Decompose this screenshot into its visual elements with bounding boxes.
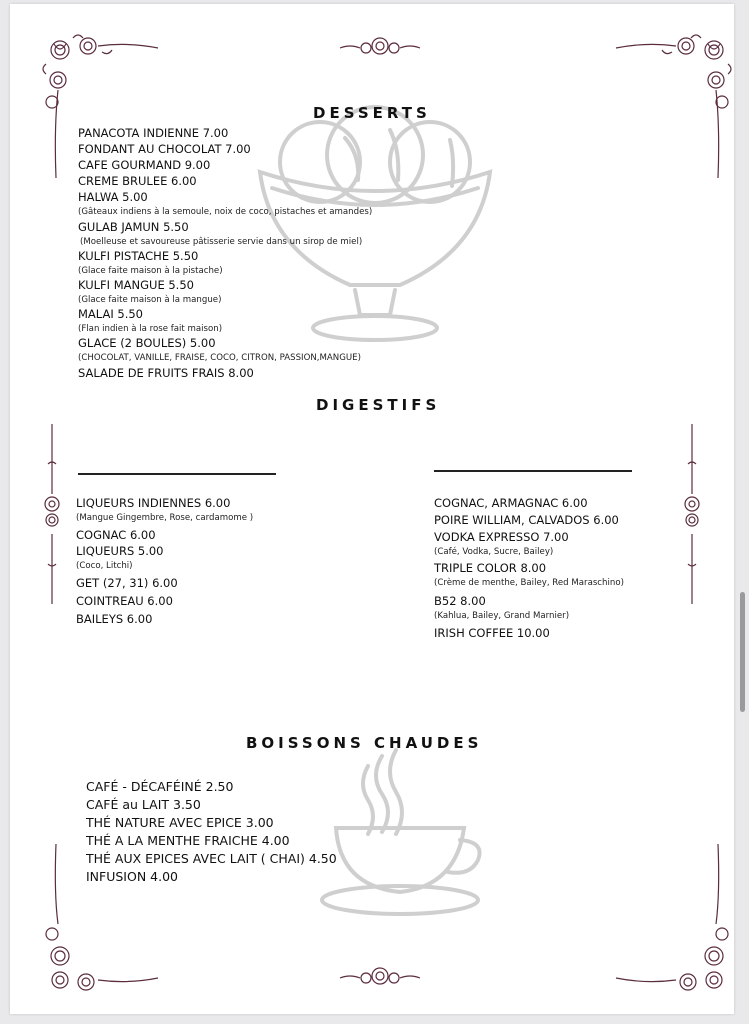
list-item: THÉ NATURE AVEC EPICE 3.00: [86, 815, 274, 830]
list-item: B52 8.00: [434, 594, 486, 608]
list-item: IRISH COFFEE 10.00: [434, 626, 550, 640]
rose-ornament-icon: [40, 424, 64, 604]
item-note: (Gâteaux indiens à la semoule, noix de coco, pistaches et amandes): [78, 207, 373, 217]
scrollbar[interactable]: [740, 592, 745, 712]
coffee-cup-icon: [300, 746, 490, 922]
list-item: POIRE WILLIAM, CALVADOS 6.00: [434, 513, 619, 527]
divider-right: [434, 470, 632, 472]
list-item: BAILEYS 6.00: [76, 612, 153, 626]
list-item: LIQUEURS 5.00: [76, 544, 164, 558]
list-item: COINTREAU 6.00: [76, 594, 173, 608]
list-item: INFUSION 4.00: [86, 869, 178, 884]
item-note: (Crème de menthe, Bailey, Red Maraschino): [434, 578, 624, 588]
list-item: HALWA 5.00: [78, 190, 148, 204]
list-item: FONDANT AU CHOCOLAT 7.00: [78, 142, 251, 156]
list-item: GLACE (2 BOULES) 5.00: [78, 336, 216, 350]
item-note: (Coco, Litchi): [76, 561, 133, 571]
item-note: (CHOCOLAT, VANILLE, FRAISE, COCO, CITRON, PASSION,MANGUE): [78, 353, 361, 363]
divider-left: [78, 473, 276, 475]
ice-cream-bowl-icon: [240, 100, 510, 350]
list-item: VODKA EXPRESSO 7.00: [434, 530, 569, 544]
rose-ornament-icon: [680, 424, 704, 604]
list-item: GULAB JAMUN 5.50: [78, 220, 189, 234]
list-item: KULFI MANGUE 5.50: [78, 278, 194, 292]
list-item: PANACOTA INDIENNE 7.00: [78, 126, 229, 140]
list-item: TRIPLE COLOR 8.00: [434, 561, 547, 575]
list-item: CREME BRULEE 6.00: [78, 174, 197, 188]
list-item: MALAI 5.50: [78, 307, 143, 321]
list-item: KULFI PISTACHE 5.50: [78, 249, 199, 263]
list-item: CAFÉ - DÉCAFÉINÉ 2.50: [86, 779, 234, 794]
desserts-title: DESSERTS: [313, 104, 431, 122]
boissons-chaudes-title: BOISSONS CHAUDES: [246, 734, 483, 752]
list-item: THÉ AUX EPICES AVEC LAIT ( CHAI) 4.50: [86, 851, 337, 866]
menu-page: [10, 4, 734, 1014]
item-note: (Café, Vodka, Sucre, Bailey): [434, 547, 554, 557]
rose-ornament-icon: [606, 844, 736, 994]
list-item: LIQUEURS INDIENNES 6.00: [76, 496, 231, 510]
list-item: GET (27, 31) 6.00: [76, 576, 178, 590]
list-item: SALADE DE FRUITS FRAIS 8.00: [78, 366, 254, 380]
item-note: (Glace faite maison à la mangue): [78, 295, 222, 305]
list-item: CAFÉ au LAIT 3.50: [86, 797, 201, 812]
list-item: THÉ A LA MENTHE FRAICHE 4.00: [86, 833, 290, 848]
rose-ornament-icon: [340, 32, 420, 62]
rose-ornament-icon: [340, 962, 420, 992]
list-item: CAFE GOURMAND 9.00: [78, 158, 211, 172]
item-note: (Mangue Gingembre, Rose, cardamome ): [76, 513, 254, 523]
rose-ornament-icon: [606, 28, 736, 188]
list-item: COGNAC 6.00: [76, 528, 156, 542]
digestifs-title: DIGESTIFS: [316, 396, 441, 414]
item-note: (Flan indien à la rose fait maison): [78, 324, 223, 334]
item-note: (Kahlua, Bailey, Grand Marnier): [434, 611, 570, 621]
rose-ornament-icon: [38, 844, 168, 994]
item-note: (Moelleuse et savoureuse pâtisserie servie dans un sirop de miel): [80, 237, 363, 247]
list-item: COGNAC, ARMAGNAC 6.00: [434, 496, 588, 510]
item-note: (Glace faite maison à la pistache): [78, 266, 223, 276]
